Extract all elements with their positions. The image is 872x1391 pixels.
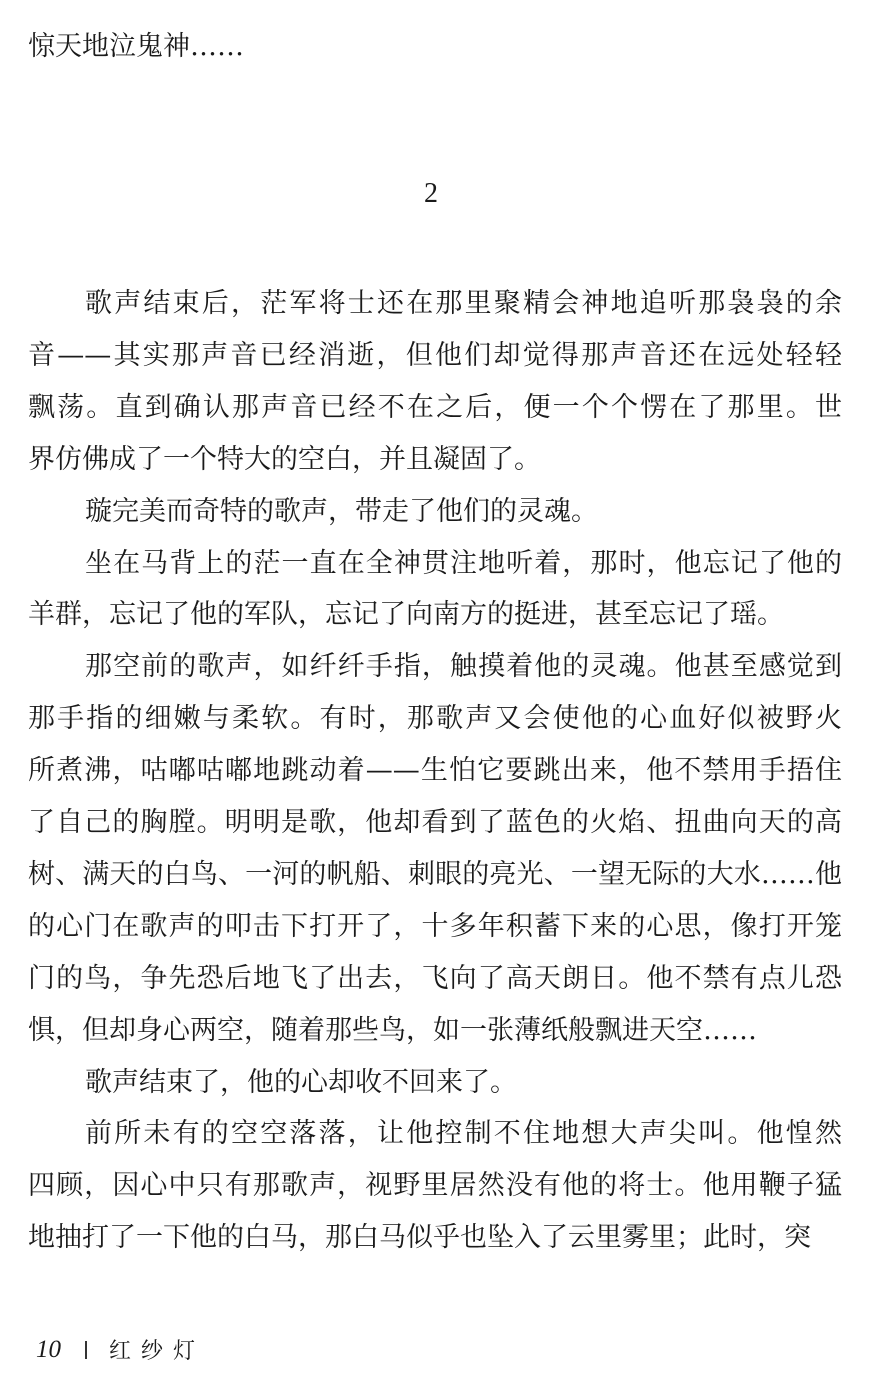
text-line: 地抽打了一下他的白马，那白马似乎也坠入了云里雾里；此时，突 [28,1222,811,1254]
page-number: 10 [36,1335,61,1363]
text-line: 那空前的歌声，如纤纤手指，触摸着他的灵魂。他甚至感觉到 [85,651,842,683]
book-title: 红纱灯 [109,1339,206,1364]
text-line: 璇完美而奇特的歌声，带走了他们的灵魂。 [85,495,598,527]
text-line: 的心门在歌声的叩击下打开了，十多年积蓄下来的心思，像打开笼 [28,910,842,942]
text-line: 飘荡。直到确认那声音已经不在之后，便一个个愣在了那里。世 [28,391,842,423]
text-line: 前所未有的空空落落，让他控制不住地想大声尖叫。他惶然 [85,1118,842,1150]
continued-text-line: 惊天地泣鬼神…… [28,31,244,62]
section-number: 2 [424,178,438,209]
text-line: 了自己的胸膛。明明是歌，他却看到了蓝色的火焰、扭曲向天的高 [28,807,842,838]
footer-separator [85,1341,87,1359]
text-line: 音——其实那声音已经消逝，但他们却觉得那声音还在远处轻轻 [28,339,842,371]
page-footer [36,1334,205,1365]
text-line: 羊群，忘记了他的军队，忘记了向南方的挺进，甚至忘记了瑶。 [28,599,784,631]
text-line: 四顾，因心中只有那歌声，视野里居然没有他的将士。他用鞭子猛 [28,1170,842,1202]
text-line: 树、满天的白鸟、一河的帆船、刺眼的亮光、一望无际的大水……他 [28,858,842,890]
text-line: 歌声结束后，茫军将士还在那里聚精会神地追听那袅袅的余 [85,288,842,319]
text-line: 那手指的细嫩与柔软。有时，那歌声又会使他的心血好似被野火 [28,703,842,735]
text-line: 界仿佛成了一个特大的空白，并且凝固了。 [28,443,541,475]
text-line: 所煮沸，咕嘟咕嘟地跳动着——生怕它要跳出来，他不禁用手捂住 [28,755,842,787]
text-line: 歌声结束了，他的心却收不回来了。 [85,1066,517,1098]
text-line: 坐在马背上的茫一直在全神贯注地听着，那时，他忘记了他的 [85,547,842,579]
text-line: 门的鸟，争先恐后地飞了出去，飞向了高天朗日。他不禁有点儿恐 [28,962,842,994]
text-line: 惧，但却身心两空，随着那些鸟，如一张薄纸般飘进天空…… [28,1014,757,1046]
